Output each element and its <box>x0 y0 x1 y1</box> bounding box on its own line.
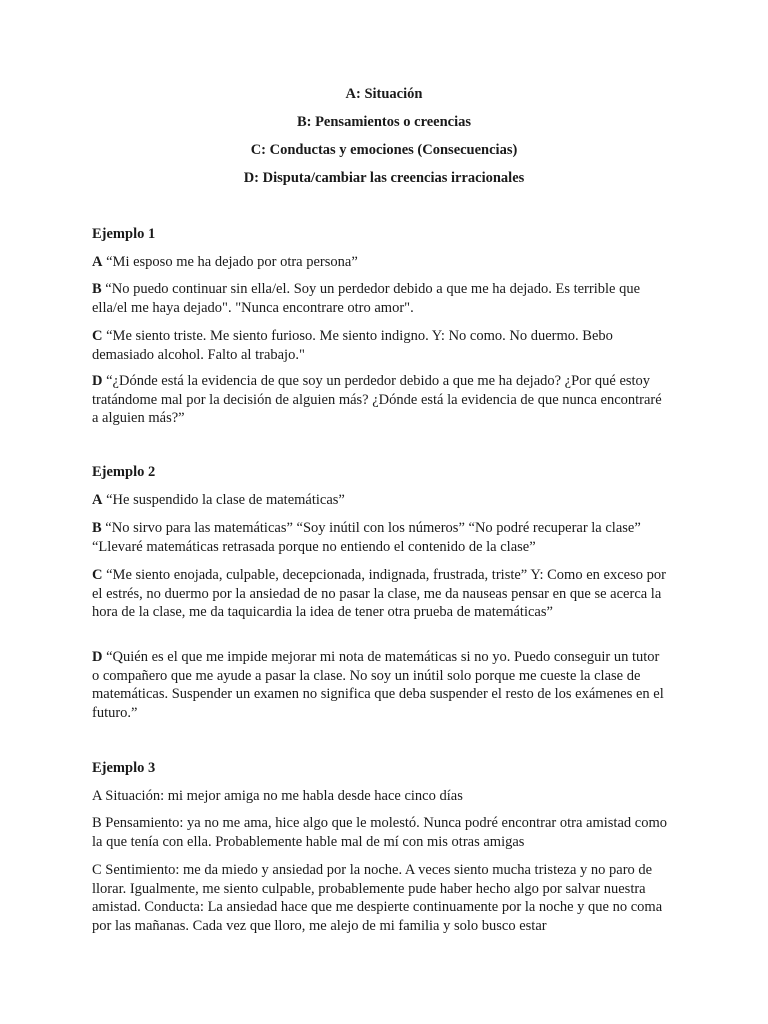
paragraph-text: “Me siento triste. Me siento furioso. Me siento indigno. Y: No como. No duermo. Bebo demasiado alcohol. Falto al trabajo." <box>92 328 613 363</box>
paragraph-letter: A <box>92 788 102 804</box>
paragraph-letter: B <box>92 281 102 297</box>
example-3-paragraph-c <box>92 861 668 935</box>
paragraph-letter: C <box>92 328 103 344</box>
paragraph-text: “No sirvo para las matemáticas” “Soy inútil con los números” “No podré recuperar la clase” “Llevaré matemáticas retrasada porque no entiendo el contenido de la clase” <box>92 520 641 555</box>
example-3-title: Ejemplo 3 <box>92 760 156 776</box>
paragraph-letter: C <box>92 567 103 583</box>
legend-line-b: B: Pensamientos o creencias <box>296 114 472 130</box>
paragraph-letter: B <box>92 815 102 831</box>
paragraph-text: “Quién es el que me impide mejorar mi nota de matemáticas si no yo. Puedo conseguir un tutor o compañero que me ayude a pasar la clase. No soy un inútil solo porque me cueste la clase de matemáticas. Suspender un examen no significa que deba suspender el resto de los exámenes en el futuro.” <box>92 649 664 721</box>
example-2-paragraph-d <box>92 648 668 722</box>
legend-line-a: A: Situación <box>345 86 423 102</box>
example-2-paragraph-a <box>92 491 668 510</box>
paragraph-text: “¿Dónde está la evidencia de que soy un perdedor debido a que me ha dejado? ¿Por qué estoy tratándome mal por la decisión de alguien más? ¿Dónde está la evidencia de que nunca encontraré a alguien más?” <box>92 373 662 426</box>
paragraph-text: “No puedo continuar sin ella/el. Soy un perdedor debido a que me ha dejado. Es terrible que ella/el me haya dejado". "Nunca encontrare otro amor". <box>92 281 641 316</box>
paragraph-text: “Me siento enojada, culpable, decepcionada, indignada, frustrada, triste” Y: Como en exceso por el estrés, no duermo por la ansiedad de no pasar la clase, me da nauseas pensar en que se acerca la hora de la clase, me da taquicardia la idea de tener otra prueba de matemáticas” <box>92 567 666 620</box>
legend-line-c: C: Conductas y emociones (Consecuencias) <box>250 142 518 158</box>
paragraph-letter: A <box>92 492 103 508</box>
paragraph-letter: D <box>92 649 103 665</box>
example-1-paragraph-d <box>92 372 668 428</box>
legend-line-d: D: Disputa/cambiar las creencias irracionales <box>243 170 525 186</box>
example-1-title: Ejemplo 1 <box>92 226 156 242</box>
paragraph-letter: A <box>92 254 103 270</box>
paragraph-text: Sentimiento: me da miedo y ansiedad por la noche. A veces siento mucha tristeza y no paro de llorar. Igualmente, me siento culpable, probablemente pude haber hecho algo por salvar nuestra amistad. Conducta: La ansiedad hace que me despierte continuamente por la noche y que no coma por las mañanas. Cada vez que lloro, me alejo de mi familia y solo busco estar <box>92 862 663 934</box>
paragraph-text: Pensamiento: ya no me ama, hice algo que le molestó. Nunca podré encontrar otra amistad como la que tenía con ella. Probablemente hable mal de mí con mis otras amigas <box>92 815 667 850</box>
paragraph-letter: C <box>92 862 102 878</box>
paragraph-text: “He suspendido la clase de matemáticas” <box>102 492 345 508</box>
paragraph-letter: B <box>92 520 102 536</box>
example-3-paragraph-b <box>92 814 668 851</box>
paragraph-letter: D <box>92 373 103 389</box>
abcd-legend <box>0 84 768 196</box>
example-1-paragraph-a <box>92 253 668 272</box>
paragraph-text: Situación: mi mejor amiga no me habla desde hace cinco días <box>101 788 463 804</box>
example-2-title: Ejemplo 2 <box>92 464 156 480</box>
example-1-paragraph-b <box>92 280 668 317</box>
example-2-paragraph-c <box>92 566 668 622</box>
paragraph-text: “Mi esposo me ha dejado por otra persona” <box>102 254 358 270</box>
example-3-paragraph-a <box>92 787 668 806</box>
example-2-paragraph-b <box>92 519 668 556</box>
example-1-paragraph-c <box>92 327 668 364</box>
